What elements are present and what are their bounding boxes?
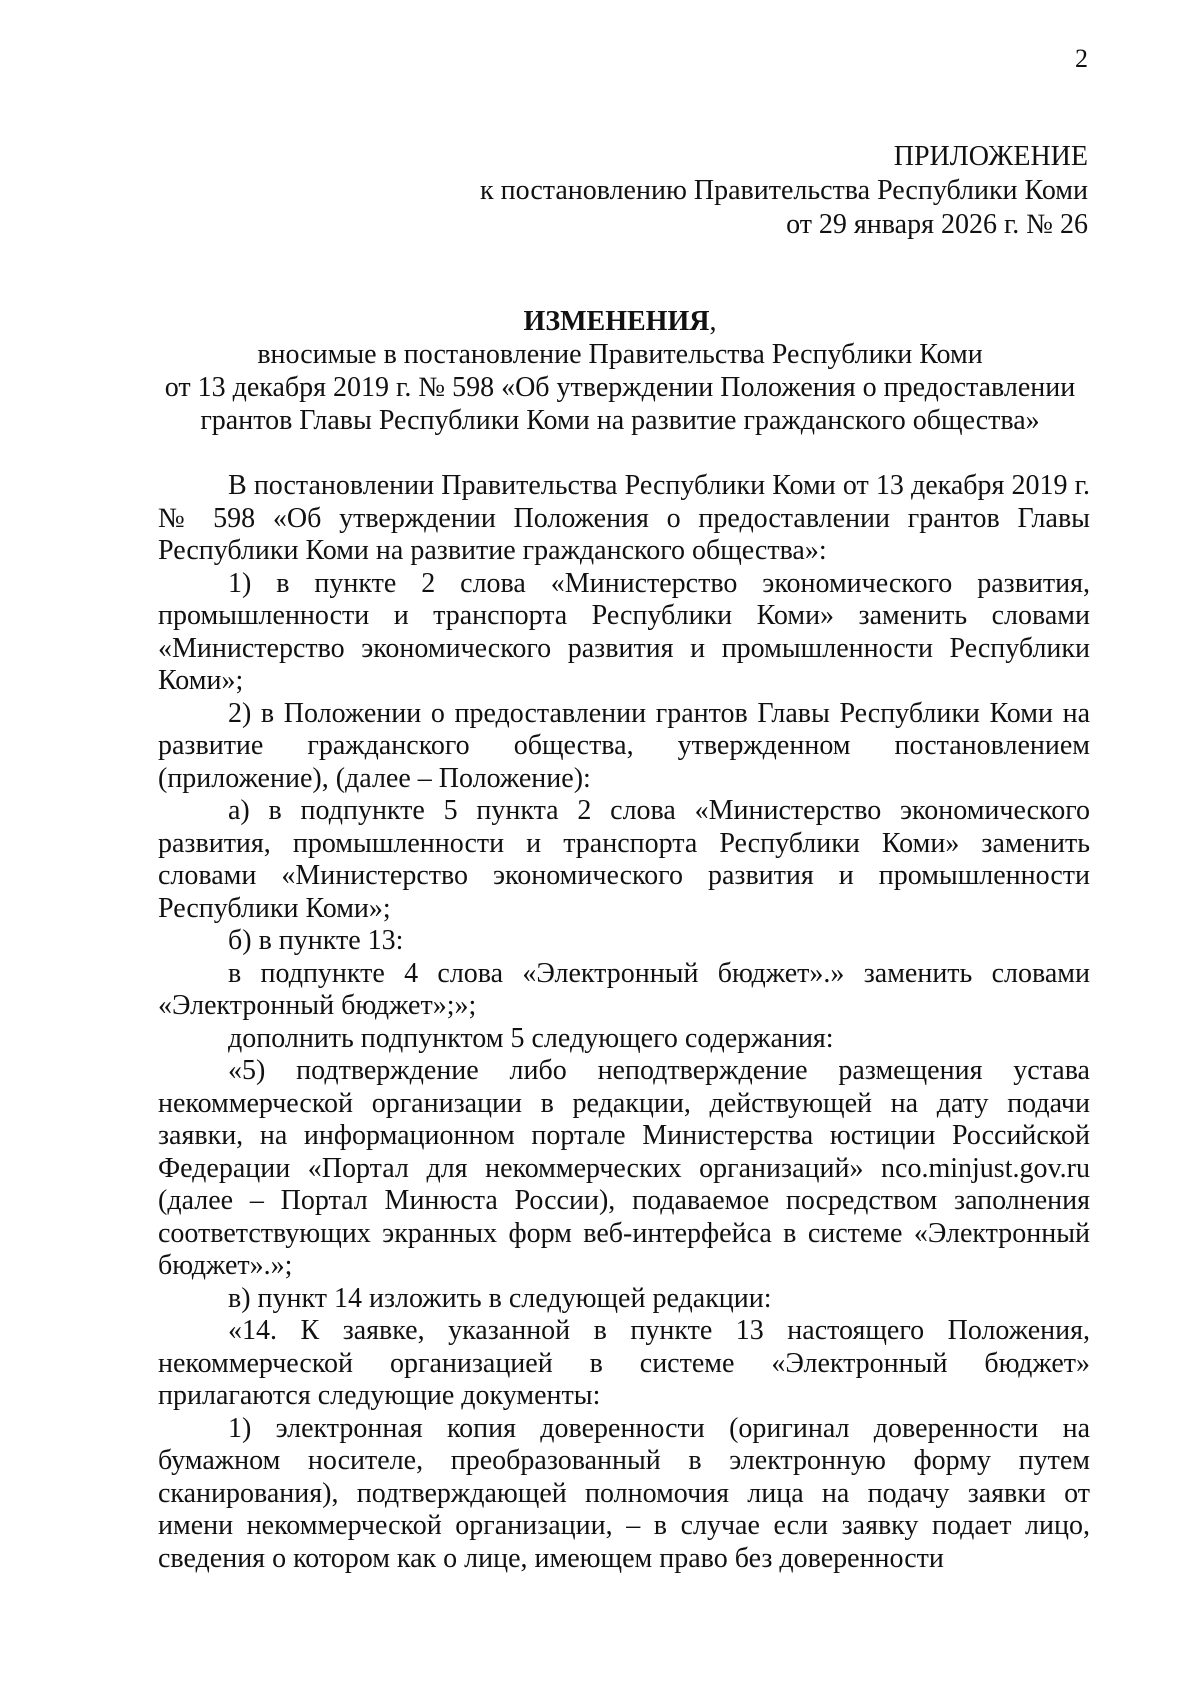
heading-line-3: грантов Главы Республики Коми на развитие гражданского общества» (200, 405, 1040, 436)
paragraph-subitem-b: б) в пункте 13: (228, 925, 404, 956)
document-body (158, 470, 1090, 1575)
heading-line-1: вносимые в постановление Правительства Республики Коми (257, 339, 983, 370)
paragraph-point-14: «14. К заявке, указанной в пункте 13 настоящего Положения, некоммерческой организацией в системе «Электронный бюджет» прилагаются следующие документы: (158, 1315, 1090, 1411)
heading-title-suffix: , (709, 306, 717, 337)
heading-line-2: от 13 декабря 2019 г. № 598 «Об утверждении Положения о предоставлении (164, 372, 1076, 403)
appendix-label: ПРИЛОЖЕНИЕ (893, 141, 1088, 172)
paragraph-subitem-a: а) в подпункте 5 пункта 2 слова «Министерство экономического развития, промышленности и транспорта Республики Коми» заменить словами «Министерство экономического развития и промышленности Республики Коми»; (158, 795, 1090, 924)
paragraph-subpoint-5-text: «5) подтверждение либо неподтверждение размещения устава некоммерческой организации в редакции, действующей на дату подачи заявки, на информационном портале Министерства юстиции Российской Федерации «Портал для некоммерческих организаций» nco.minjust.gov.ru (далее – Портал Минюста России), подаваемое посредством заполнения соответствующих экранных форм веб-интерфейса в системе «Электронный бюджет».»; (158, 1055, 1090, 1281)
paragraph-add-subpoint-5: дополнить подпунктом 5 следующего содержания: (228, 1022, 834, 1054)
paragraph-item-1: 1) в пункте 2 слова «Министерство экономического развития, промышленности и транспорта Республики Коми» заменить словами «Министерство экономического развития и промышленности Республики Коми»; (158, 567, 1090, 696)
paragraph-item-2: 2) в Положении о предоставлении грантов Главы Республики Коми на развитие гражданского общества, утвержденном постановлением (приложение), (далее – Положение): (158, 697, 1090, 794)
appendix-line-date: от 29 января 2026 г. № 26 (786, 209, 1088, 240)
heading-title: ИЗМЕНЕНИЯ (523, 306, 710, 337)
document-heading (150, 305, 1090, 437)
paragraph-subitem-v: в) пункт 14 изложить в следующей редакции: (228, 1282, 772, 1314)
appendix-line-resolution: к постановлению Правительства Республики Коми (480, 175, 1088, 206)
heading-title-line (150, 305, 1090, 338)
paragraph-point-14-item-1: 1) электронная копия доверенности (оригинал доверенности на бумажном носителе, преобразованный в электронную форму путем сканирования), подтверждающей полномочия лица на подачу заявки от имени некоммерческой организации, – в случае если заявку подает лицо, сведения о котором как о лице, имеющем право без доверенности (158, 1412, 1090, 1574)
paragraph-intro: В постановлении Правительства Республики Коми от 13 декабря 2019 г. № 598 «Об утверждении Положения о предоставлении грантов Главы Республики Коми на развитие гражданского общества»: (158, 470, 1090, 566)
page-number: 2 (1075, 44, 1088, 73)
appendix-block (480, 140, 1088, 242)
paragraph-subpoint-4: в подпункте 4 слова «Электронный бюджет».» заменить словами «Электронный бюджет»;»; (158, 957, 1090, 1021)
